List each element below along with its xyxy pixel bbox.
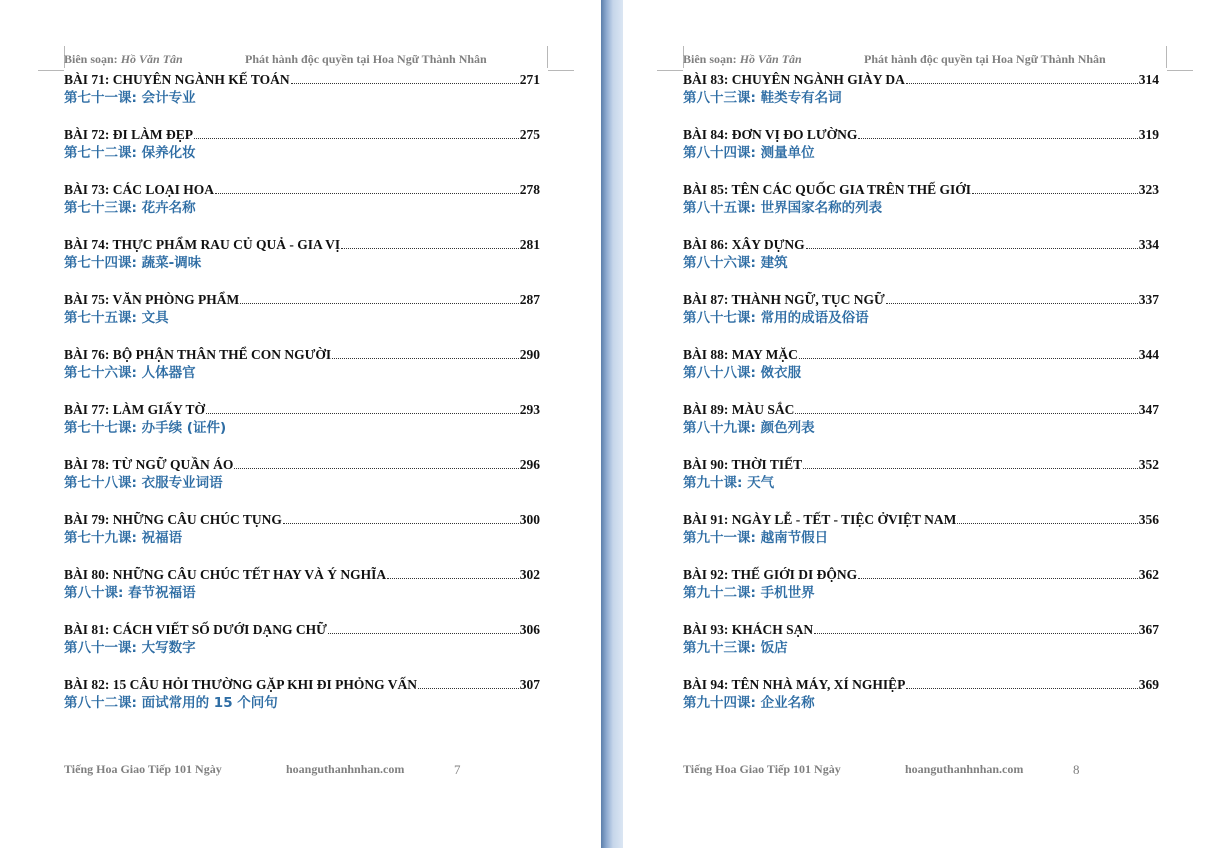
crop-mark <box>547 46 548 68</box>
toc-entry-title: BÀI 93: KHÁCH SẠN <box>683 622 814 637</box>
toc-entry-page: 356 <box>1138 512 1159 527</box>
toc-entry-title: BÀI 92: THẾ GIỚI DI ĐỘNG <box>683 567 858 582</box>
toc-entry-title: BÀI 80: NHỮNG CÂU CHÚC TẾT HAY VÀ Ý NGHĨA <box>64 567 387 582</box>
toc-entry-page: 352 <box>1138 457 1159 472</box>
footer-page-number: 8 <box>1073 762 1080 777</box>
document-page-right <box>623 0 1220 848</box>
page-header <box>683 52 1106 68</box>
toc-entry-title: BÀI 83: CHUYÊN NGÀNH GIÀY DA <box>683 72 905 87</box>
toc-entry-subtitle: 第九十三课: 饭店 <box>683 640 788 656</box>
toc-leader-dots <box>291 71 519 84</box>
toc-entry-subtitle: 第八十九课: 颜色列表 <box>683 420 815 436</box>
toc-entry-subtitle: 第七十一课: 会计专业 <box>64 90 196 106</box>
toc-entry-page: 314 <box>1138 72 1159 87</box>
crop-mark <box>1166 46 1167 68</box>
toc-entry-page: 362 <box>1138 567 1159 582</box>
toc-entry-title: BÀI 78: TỪ NGỮ QUẦN ÁO <box>64 457 234 472</box>
toc-entry-subtitle: 第八十八课: 傚衣服 <box>683 365 802 381</box>
toc-leader-dots <box>240 291 519 304</box>
toc-leader-dots <box>799 346 1138 359</box>
toc-leader-dots <box>806 236 1138 249</box>
toc-leader-dots <box>194 126 519 139</box>
toc-entry[interactable] <box>683 126 1159 181</box>
toc-entry-title: BÀI 85: TÊN CÁC QUỐC GIA TRÊN THẾ GIỚI <box>683 182 972 197</box>
toc-leader-dots <box>814 621 1138 634</box>
table-of-contents <box>683 71 1159 731</box>
toc-entry[interactable] <box>683 401 1159 456</box>
toc-leader-dots <box>283 511 519 524</box>
toc-entry-title: BÀI 72: ĐI LÀM ĐẸP <box>64 127 194 142</box>
header-publisher: Phát hành độc quyền tại Hoa Ngữ Thành Nhân <box>864 52 1106 66</box>
toc-leader-dots <box>858 126 1137 139</box>
header-author-name: Hồ Văn Tân <box>120 52 183 66</box>
toc-entry-title: BÀI 77: LÀM GIẤY TỜ <box>64 402 206 417</box>
crop-mark <box>657 70 683 71</box>
toc-entry-subtitle: 第七十五课: 文具 <box>64 310 169 326</box>
toc-leader-dots <box>858 566 1138 579</box>
toc-entry-subtitle: 第八十课: 春节祝福语 <box>64 585 196 601</box>
toc-entry[interactable] <box>683 346 1159 401</box>
toc-entry-title: BÀI 74: THỰC PHẨM RAU CỦ QUẢ - GIA VỊ <box>64 237 341 252</box>
toc-entry[interactable] <box>64 511 540 566</box>
toc-entry-subtitle: 第七十四课: 蔬菜-调味 <box>64 255 202 271</box>
page-footer <box>64 762 461 778</box>
toc-entry-page: 275 <box>519 127 540 142</box>
toc-leader-dots <box>803 456 1138 469</box>
toc-leader-dots <box>387 566 519 579</box>
toc-entry[interactable] <box>683 71 1159 126</box>
toc-entry-subtitle: 第八十三课: 鞋类专有名词 <box>683 90 842 106</box>
toc-entry-title: BÀI 91: NGÀY LỄ - TẾT - TIỆC ỞVIỆT NAM <box>683 512 957 527</box>
toc-entry[interactable] <box>64 401 540 456</box>
toc-entry-title: BÀI 81: CÁCH VIẾT SỐ DƯỚI DẠNG CHỮ <box>64 622 327 637</box>
table-of-contents <box>64 71 540 731</box>
toc-entry-title: BÀI 88: MAY MẶC <box>683 347 798 362</box>
toc-entry-title: BÀI 90: THỜI TIẾT <box>683 457 803 472</box>
toc-entry-page: 306 <box>519 622 540 637</box>
header-author-label: Biên soạn: <box>64 52 121 66</box>
toc-entry[interactable] <box>64 236 540 291</box>
toc-entry[interactable] <box>683 291 1159 346</box>
toc-entry-page: 344 <box>1138 347 1159 362</box>
toc-entry-subtitle: 第八十二课: 面试常用的 15 个问句 <box>64 695 278 711</box>
toc-entry[interactable] <box>683 511 1159 566</box>
toc-entry[interactable] <box>64 456 540 511</box>
toc-entry-subtitle: 第八十五课: 世界国家名称的列表 <box>683 200 883 216</box>
toc-entry-title: BÀI 89: MÀU SẮC <box>683 402 795 417</box>
toc-entry-title: BÀI 73: CÁC LOẠI HOA <box>64 182 215 197</box>
toc-entry-subtitle: 第七十九课: 祝福语 <box>64 530 183 546</box>
toc-entry-page: 287 <box>519 292 540 307</box>
page-gutter <box>601 0 623 848</box>
toc-entry[interactable] <box>64 621 540 676</box>
toc-entry-title: BÀI 87: THÀNH NGỮ, TỤC NGỮ <box>683 292 885 307</box>
toc-leader-dots <box>886 291 1138 304</box>
toc-leader-dots <box>972 181 1138 194</box>
toc-entry[interactable] <box>683 621 1159 676</box>
crop-mark <box>548 70 574 71</box>
toc-entry-subtitle: 第八十一课: 大写数字 <box>64 640 196 656</box>
toc-leader-dots <box>795 401 1137 414</box>
toc-entry-title: BÀI 71: CHUYÊN NGÀNH KẾ TOÁN <box>64 72 290 87</box>
toc-entry-page: 369 <box>1138 677 1159 692</box>
toc-entry[interactable] <box>683 236 1159 291</box>
toc-leader-dots <box>906 71 1138 84</box>
crop-mark <box>1167 70 1193 71</box>
toc-entry-page: 302 <box>519 567 540 582</box>
toc-entry-title: BÀI 76: BỘ PHẬN THÂN THỂ CON NGƯỜI <box>64 347 332 362</box>
toc-entry-page: 334 <box>1138 237 1159 252</box>
toc-entry[interactable] <box>64 566 540 621</box>
toc-entry-page: 296 <box>519 457 540 472</box>
toc-leader-dots <box>215 181 519 194</box>
document-page-left <box>0 0 601 848</box>
toc-entry-page: 290 <box>519 347 540 362</box>
toc-leader-dots <box>234 456 518 469</box>
toc-entry[interactable] <box>683 676 1159 731</box>
toc-entry-subtitle: 第九十二课: 手机世界 <box>683 585 815 601</box>
toc-entry-page: 281 <box>519 237 540 252</box>
toc-entry-page: 271 <box>519 72 540 87</box>
toc-entry-page: 337 <box>1138 292 1159 307</box>
toc-entry-subtitle: 第八十六课: 建筑 <box>683 255 788 271</box>
toc-entry-subtitle: 第九十四课: 企业名称 <box>683 695 815 711</box>
toc-entry[interactable] <box>64 346 540 401</box>
toc-leader-dots <box>418 676 519 689</box>
toc-leader-dots <box>341 236 519 249</box>
toc-entry-subtitle: 第八十七课: 常用的成语及俗语 <box>683 310 869 326</box>
footer-book-title: Tiếng Hoa Giao Tiếp 101 Ngày <box>64 762 222 776</box>
toc-entry[interactable] <box>64 126 540 181</box>
toc-entry-subtitle: 第九十一课: 越南节假日 <box>683 530 829 546</box>
header-publisher: Phát hành độc quyền tại Hoa Ngữ Thành Nhân <box>245 52 487 66</box>
toc-entry-page: 347 <box>1138 402 1159 417</box>
toc-leader-dots <box>332 346 519 359</box>
toc-entry-subtitle: 第七十六课: 人体器官 <box>64 365 196 381</box>
toc-entry-subtitle: 第七十三课: 花卉名称 <box>64 200 196 216</box>
toc-entry-page: 278 <box>519 182 540 197</box>
header-author-label: Biên soạn: <box>683 52 740 66</box>
footer-book-title: Tiếng Hoa Giao Tiếp 101 Ngày <box>683 762 841 776</box>
toc-entry-title: BÀI 75: VĂN PHÒNG PHẨM <box>64 292 240 307</box>
toc-entry-subtitle: 第九十课: 天气 <box>683 475 775 491</box>
toc-entry-title: BÀI 94: TÊN NHÀ MÁY, XÍ NGHIỆP <box>683 677 906 692</box>
toc-entry-title: BÀI 84: ĐƠN VỊ ĐO LƯỜNG <box>683 127 858 142</box>
toc-entry[interactable] <box>683 456 1159 511</box>
footer-page-number: 7 <box>454 762 461 777</box>
crop-mark <box>38 70 64 71</box>
toc-entry[interactable] <box>64 676 540 731</box>
toc-leader-dots <box>206 401 519 414</box>
toc-entry-page: 319 <box>1138 127 1159 142</box>
toc-leader-dots <box>328 621 519 634</box>
toc-entry-subtitle: 第八十四课: 测量单位 <box>683 145 815 161</box>
toc-entry-title: BÀI 82: 15 CÂU HỎI THƯỜNG GẶP KHI ĐI PHỎNG VẤN <box>64 677 418 692</box>
page-header <box>64 52 487 68</box>
page-footer <box>683 762 1080 778</box>
toc-entry-page: 323 <box>1138 182 1159 197</box>
toc-entry[interactable] <box>64 291 540 346</box>
toc-entry-subtitle: 第七十七课: 办手续 (证件) <box>64 420 227 436</box>
toc-leader-dots <box>957 511 1137 524</box>
footer-website: hoanguthanhnhan.com <box>905 762 1024 776</box>
toc-entry-page: 307 <box>519 677 540 692</box>
toc-entry-subtitle: 第七十八课: 衣服专业词语 <box>64 475 223 491</box>
toc-entry-page: 293 <box>519 402 540 417</box>
toc-entry[interactable] <box>683 566 1159 621</box>
toc-entry[interactable] <box>64 181 540 236</box>
toc-entry[interactable] <box>683 181 1159 236</box>
toc-leader-dots <box>906 676 1137 689</box>
toc-entry-title: BÀI 79: NHỮNG CÂU CHÚC TỤNG <box>64 512 282 527</box>
toc-entry-subtitle: 第七十二课: 保养化妆 <box>64 145 196 161</box>
toc-entry-title: BÀI 86: XÂY DỰNG <box>683 237 805 252</box>
footer-website: hoanguthanhnhan.com <box>286 762 405 776</box>
header-author-name: Hồ Văn Tân <box>739 52 802 66</box>
toc-entry-page: 367 <box>1138 622 1159 637</box>
toc-entry[interactable] <box>64 71 540 126</box>
toc-entry-page: 300 <box>519 512 540 527</box>
